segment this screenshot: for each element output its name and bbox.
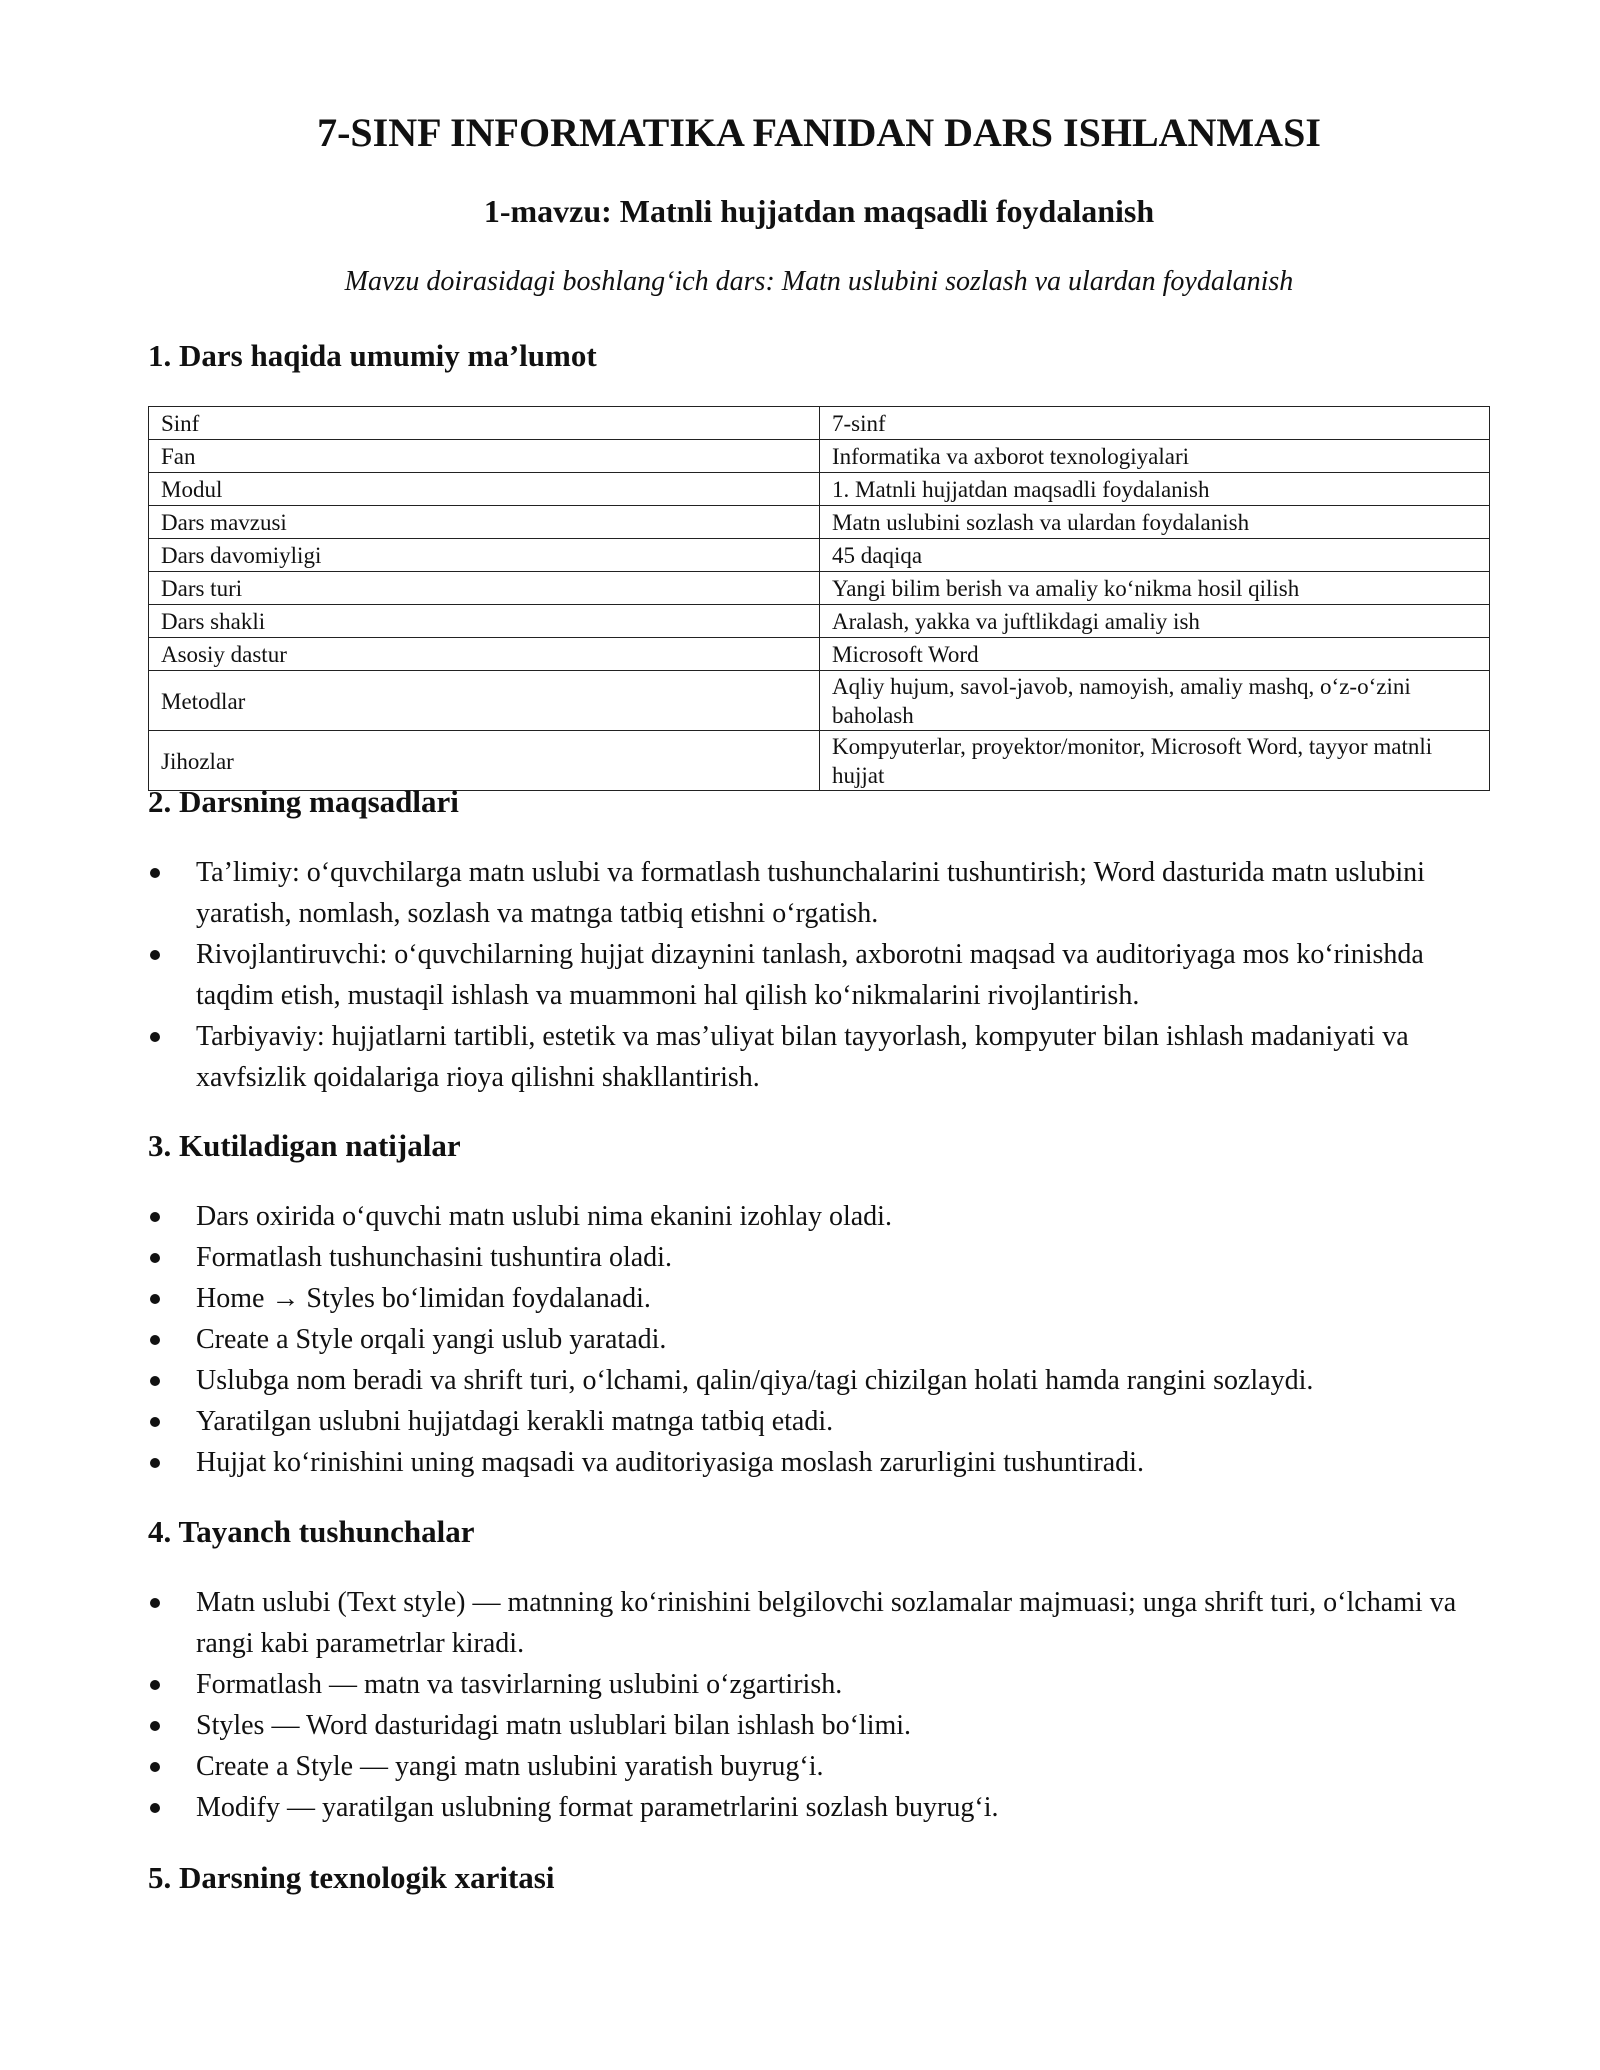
section-heading-general: 1. Dars haqida umumiy ma’lumot [148,338,597,373]
table-cell-label: Dars davomiyligi [149,539,820,572]
table-cell-value: 45 daqiqa [820,539,1490,572]
table-cell-value: Aqliy hujum, savol-javob, namoyish, amaliy mashq, o‘z-o‘zini baholash [820,671,1490,731]
list-item: Tarbiyaviy: hujjatlarni tartibli, estetik va mas’uliyat bilan tayyorlash, kompyuter bilan ishlash madaniyati va xavfsizlik qoidalariga rioya qilishni shakllantirish. [148,1016,1490,1098]
list-item: Matn uslubi (Text style) — matnning ko‘rinishini belgilovchi sozlamalar majmuasi; unga shrift turi, o‘lchami va rangi kabi parametrlar kiradi. [148,1582,1490,1664]
list-item: Ta’limiy: o‘quvchilarga matn uslubi va formatlash tushunchalarini tushuntirish; Word dasturida matn uslubini yaratish, nomlash, sozlash va matnga tatbiq etishni o‘rgatish. [148,852,1490,934]
table-cell-value: Matn uslubini sozlash va ulardan foydalanish [820,506,1490,539]
table-row [149,506,1490,539]
list-item: Rivojlantiruvchi: o‘quvchilarning hujjat dizaynini tanlash, axborotni maqsad va auditoriyaga mos ko‘rinishda taqdim etish, mustaqil ishlash va muammoni hal qilish ko‘nikmalarini rivojlantirish. [148,934,1490,1016]
list-item: Modify — yaratilgan uslubning format parametrlarini sozlash buyrug‘i. [148,1787,1490,1828]
table-cell-value: Kompyuterlar, proyektor/monitor, Microsoft Word, tayyor matnli hujjat [820,731,1490,791]
table-cell-value: Microsoft Word [820,638,1490,671]
concepts-list [148,1582,1490,1828]
section-heading-techmap: 5. Darsning texnologik xaritasi [148,1860,555,1895]
goals-list [148,852,1490,1098]
topic-subtitle: 1-mavzu: Matnli hujjatdan maqsadli foydalanish [483,193,1155,229]
section-heading-outcomes: 3. Kutiladigan natijalar [148,1128,461,1163]
lesson-info-table [148,406,1490,791]
list-item: Create a Style — yangi matn uslubini yaratish buyrug‘i. [148,1746,1490,1787]
table-cell-value: Informatika va axborot texnologiyalari [820,440,1490,473]
table-cell-label: Fan [149,440,820,473]
list-item: Home → Styles bo‘limidan foydalanadi. [148,1278,1490,1319]
table-row [149,539,1490,572]
table-cell-label: Sinf [149,407,820,440]
table-cell-label: Asosiy dastur [149,638,820,671]
table-cell-value: 7-sinf [820,407,1490,440]
table-cell-value: Aralash, yakka va juftlikdagi amaliy ish [820,605,1490,638]
outcomes-list [148,1196,1490,1483]
table-cell-label: Dars mavzusi [149,506,820,539]
lesson-lead: Mavzu doirasidagi boshlang‘ich dars: Matn uslubini sozlash va ulardan foydalanish [344,266,1294,297]
list-item: Dars oxirida o‘quvchi matn uslubi nima ekanini izohlay oladi. [148,1196,1490,1237]
table-cell-value: 1. Matnli hujjatdan maqsadli foydalanish [820,473,1490,506]
table-row [149,440,1490,473]
table-cell-label: Dars shakli [149,605,820,638]
table-row [149,572,1490,605]
section-heading-concepts: 4. Tayanch tushunchalar [148,1514,475,1549]
table-cell-label: Modul [149,473,820,506]
list-item: Formatlash — matn va tasvirlarning uslubini o‘zgartirish. [148,1664,1490,1705]
table-cell-label: Jihozlar [149,731,820,791]
list-item: Yaratilgan uslubni hujjatdagi kerakli matnga tatbiq etadi. [148,1401,1490,1442]
table-cell-label: Dars turi [149,572,820,605]
table-row [149,671,1490,731]
list-item: Formatlash tushunchasini tushuntira oladi. [148,1237,1490,1278]
list-item: Hujjat ko‘rinishini uning maqsadi va auditoriyasiga moslash zarurligini tushuntiradi. [148,1442,1490,1483]
table-cell-value: Yangi bilim berish va amaliy ko‘nikma hosil qilish [820,572,1490,605]
table-row [149,473,1490,506]
table-row [149,638,1490,671]
table-row [149,407,1490,440]
section-heading-goals: 2. Darsning maqsadlari [148,784,459,819]
list-item: Create a Style orqali yangi uslub yaratadi. [148,1319,1490,1360]
list-item: Uslubga nom beradi va shrift turi, o‘lchami, qalin/qiya/tagi chizilgan holati hamda rangini sozlaydi. [148,1360,1490,1401]
table-row [149,605,1490,638]
document-title: 7-SINF INFORMATIKA FANIDAN DARS ISHLANMASI [317,110,1321,155]
list-item: Styles — Word dasturidagi matn uslublari bilan ishlash bo‘limi. [148,1705,1490,1746]
table-cell-label: Metodlar [149,671,820,731]
